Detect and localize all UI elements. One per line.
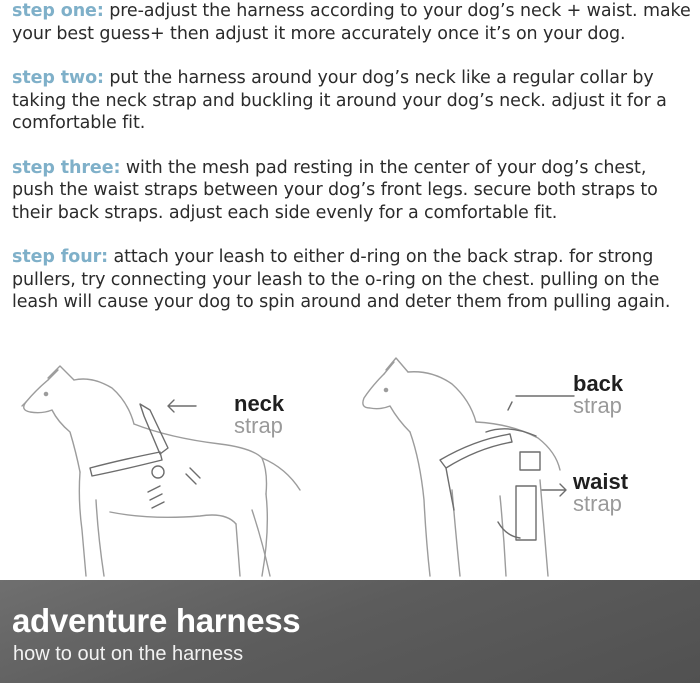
harness-drawing	[440, 396, 574, 540]
waist-strap-callout	[573, 471, 628, 515]
callout-bold: neck	[234, 391, 285, 416]
callout-light: strap	[234, 413, 283, 438]
step-two	[12, 67, 692, 135]
step-one	[12, 0, 692, 45]
step-text: attach your leash to either d-ring on the back strap. for strong pullers, try connecting your leash to the o-ring on the chest. pulling on the leash will cause your dog to spin around and deter them from pulling again.	[12, 247, 671, 312]
step-text: with the mesh pad resting in the center of your dog’s chest, push the waist straps between your dog’s front legs. secure both straps to their back straps. adjust each side evenly for a comfortable fit.	[12, 157, 658, 223]
neck-strap-callout	[234, 393, 284, 437]
step-label: step one:	[12, 1, 104, 21]
callout-bold: waist	[573, 469, 629, 494]
neck-strap-drawing	[90, 404, 200, 508]
step-label: step three:	[12, 157, 121, 178]
callout-light: strap	[573, 491, 622, 516]
dog-front-view	[363, 358, 560, 576]
step-text: pre-adjust the harness according to your dog’s neck + waist. make your best guess+ then adjust it more accurately once it’s on your dog.	[12, 1, 691, 44]
product-subtitle: how to out on the harness	[13, 643, 244, 665]
back-strap-callout	[573, 373, 623, 417]
step-label: step two:	[12, 68, 104, 88]
instructions	[12, 0, 692, 336]
step-three	[12, 157, 692, 225]
step-text: put the harness around your dog’s neck like a regular collar by taking the neck strap and buckling it around your dog’s neck. adjust it for a comfortable fit.	[12, 68, 667, 133]
step-four	[12, 246, 692, 314]
callout-light: strap	[573, 393, 622, 418]
callout-bold: back	[573, 371, 624, 396]
product-title: adventure harness	[12, 602, 301, 639]
harness-illustration	[0, 340, 700, 580]
step-label: step four:	[12, 247, 108, 267]
footer-banner	[0, 580, 700, 683]
